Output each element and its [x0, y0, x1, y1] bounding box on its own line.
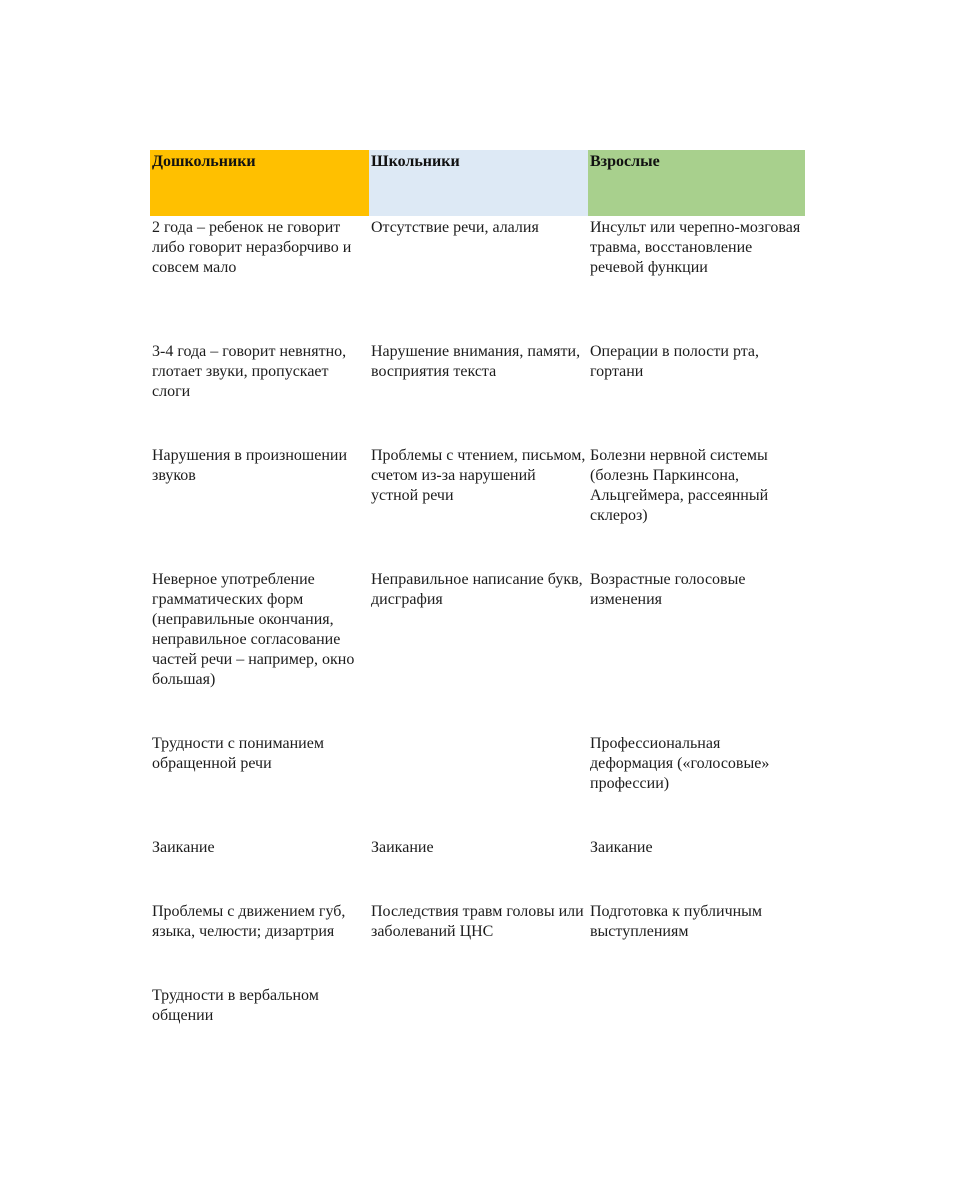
- cell-schoolchildren: [369, 984, 588, 1046]
- cell-adults: Подготовка к публичным выступлениям: [590, 903, 763, 940]
- cell-preschoolers: Нарушения в произношении звуков: [152, 447, 348, 484]
- table-row: [150, 340, 805, 444]
- table-header-row: [150, 150, 805, 216]
- table-row: [150, 836, 805, 900]
- cell-preschoolers: Проблемы с движением губ, языка, челюсти; дизартрия: [152, 903, 346, 940]
- cell-preschoolers: 3-4 года – говорит невнятно, глотает звуки, пропускает слоги: [152, 343, 347, 400]
- cell-schoolchildren: Неправильное написание букв, дисграфия: [371, 571, 583, 608]
- cell-adults: Инсульт или черепно-мозговая травма, восстановление речевой функции: [590, 219, 801, 276]
- cell-adults: Возрастные голосовые изменения: [590, 571, 746, 608]
- cell-schoolchildren: Последствия травм головы или заболеваний ЦНС: [371, 903, 584, 940]
- cell-preschoolers: Неверное употребление грамматических форм (неправильные окончания, неправильное согласование частей речи – например, окно большая): [152, 571, 355, 688]
- cell-preschoolers: 2 года – ребенок не говорит либо говорит неразборчиво и совсем мало: [152, 219, 352, 276]
- cell-adults: Болезни нервной системы (болезнь Паркинсона, Альцгеймера, рассеянный склероз): [590, 447, 769, 524]
- table-row: [150, 984, 805, 1046]
- cell-schoolchildren: Отсутствие речи, алалия: [371, 219, 539, 236]
- table-row: [150, 216, 805, 340]
- cell-preschoolers: Трудности в вербальном общении: [152, 987, 319, 1024]
- cell-schoolchildren: Заикание: [371, 839, 434, 856]
- cell-adults: Профессиональная деформация («голосовые» профессии): [590, 735, 770, 792]
- table-row: [150, 568, 805, 732]
- cell-schoolchildren: [369, 732, 588, 836]
- table-row: [150, 732, 805, 836]
- table-row: [150, 444, 805, 568]
- table-row: [150, 900, 805, 984]
- cell-adults: Заикание: [590, 839, 653, 856]
- header-schoolchildren: Школьники: [369, 150, 588, 216]
- header-preschoolers: Дошкольники: [150, 150, 369, 216]
- cell-preschoolers: Заикание: [152, 839, 215, 856]
- cell-adults: [588, 984, 805, 1046]
- header-adults: Взрослые: [588, 150, 805, 216]
- cell-adults: Операции в полости рта, гортани: [590, 343, 760, 380]
- cell-schoolchildren: Нарушение внимания, памяти, восприятия текста: [371, 343, 581, 380]
- speech-problems-table: [150, 150, 805, 1046]
- cell-schoolchildren: Проблемы с чтением, письмом, счетом из-за нарушений устной речи: [371, 447, 586, 504]
- cell-preschoolers: Трудности с пониманием обращенной речи: [152, 735, 324, 772]
